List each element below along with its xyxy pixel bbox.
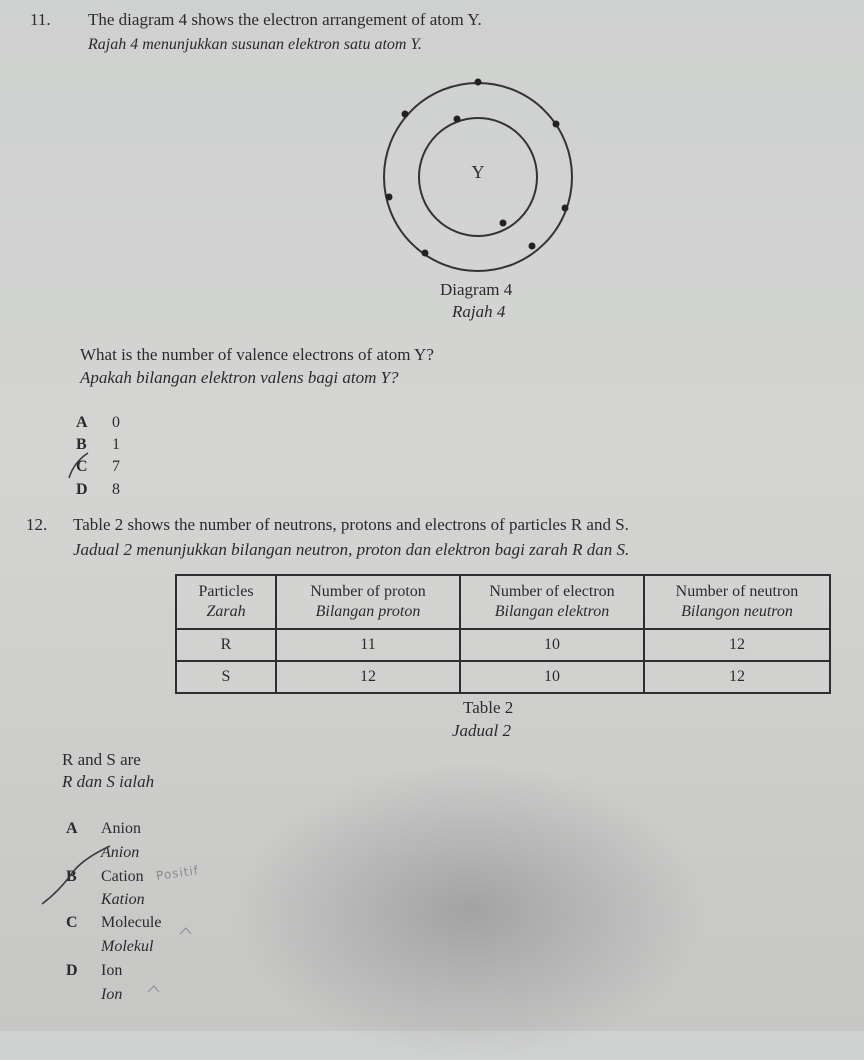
q12-option-a-en: Anion: [101, 820, 141, 837]
diagram-caption-en: Diagram 4: [440, 280, 513, 299]
q11-option-a-letter[interactable]: A: [76, 414, 88, 431]
electron-diagram: [360, 60, 600, 280]
table-caption-en: Table 2: [463, 698, 514, 717]
table-cell: 12: [644, 661, 830, 693]
q12-option-d-letter[interactable]: D: [66, 962, 78, 979]
electron: [500, 220, 507, 227]
q11-question-en: What is the number of valence electrons of atom Y?: [80, 345, 434, 364]
electron: [562, 205, 569, 212]
table-cell: 11: [276, 629, 460, 661]
diagram-caption-ms: Rajah 4: [452, 302, 506, 321]
q11-option-b-letter[interactable]: B: [76, 436, 87, 453]
electron: [553, 121, 560, 128]
electron: [475, 79, 482, 86]
q11-option-c-letter[interactable]: C: [76, 458, 88, 475]
answer-mark-q11: [64, 450, 94, 480]
q12-stem-en: R and S are: [62, 750, 141, 769]
q11-question-ms: Apakah bilangan elektron valens bagi atom Y?: [80, 368, 399, 387]
photo-shadow: [230, 760, 710, 1060]
q12-option-b-ms: Kation: [101, 891, 145, 908]
table-caption-ms: Jadual 2: [452, 721, 512, 740]
table-header-row: [176, 575, 830, 629]
electron: [529, 243, 536, 250]
electron: [454, 116, 461, 123]
header-particles: Particles Zarah: [176, 575, 276, 629]
q11-option-d-value: 8: [112, 481, 120, 498]
header-proton: Number of proton Bilangan proton: [276, 575, 460, 629]
q11-option-d-letter[interactable]: D: [76, 481, 88, 498]
q12-stem-ms: R dan S ialah: [62, 772, 155, 791]
q11-option-a-value: 0: [112, 414, 120, 431]
q11-number: 11.: [30, 10, 51, 29]
q11-text-en: The diagram 4 shows the electron arrangement of atom Y.: [88, 10, 482, 29]
q12-option-a-ms: Anion: [101, 844, 140, 861]
table-cell: R: [176, 629, 276, 661]
table-cell: 10: [460, 661, 644, 693]
pencil-mark: [146, 982, 162, 996]
q12-option-b-en: Cation: [101, 868, 144, 885]
electron: [422, 250, 429, 257]
answer-mark-q12: [40, 842, 120, 912]
q11-option-c-value: 7: [112, 458, 120, 475]
table-row: [176, 661, 830, 693]
q12-option-c-ms: Molekul: [101, 938, 154, 955]
table-cell: 10: [460, 629, 644, 661]
q12-option-b-letter[interactable]: B: [66, 868, 77, 885]
pencil-mark: [178, 924, 194, 938]
q12-text-en: Table 2 shows the number of neutrons, protons and electrons of particles R and S.: [73, 515, 629, 534]
table-row: [176, 629, 830, 661]
header-electron: Number of electron Bilangan elektron: [460, 575, 644, 629]
q12-option-c-letter[interactable]: C: [66, 914, 78, 931]
q11-text-ms: Rajah 4 menunjukkan susunan elektron satu atom Y.: [88, 36, 422, 53]
electron: [402, 111, 409, 118]
q12-number: 12.: [26, 515, 48, 534]
table-cell: 12: [644, 629, 830, 661]
table-cell: 12: [276, 661, 460, 693]
q12-option-d-ms: Ion: [101, 986, 123, 1003]
particles-table: [175, 574, 831, 694]
q11-option-b-value: 1: [112, 436, 120, 453]
q12-text-ms: Jadual 2 menunjukkan bilangan neutron, proton dan elektron bagi zarah R dan S.: [73, 540, 630, 559]
table-cell: S: [176, 661, 276, 693]
nucleus-label: Y: [471, 162, 485, 182]
electron: [386, 194, 393, 201]
q12-option-a-letter[interactable]: A: [66, 820, 78, 837]
handwritten-note: Positif: [155, 863, 200, 883]
q12-option-c-en: Molecule: [101, 914, 162, 931]
q12-option-d-en: Ion: [101, 962, 123, 979]
header-neutron: Number of neutron Bilangon neutron: [644, 575, 830, 629]
